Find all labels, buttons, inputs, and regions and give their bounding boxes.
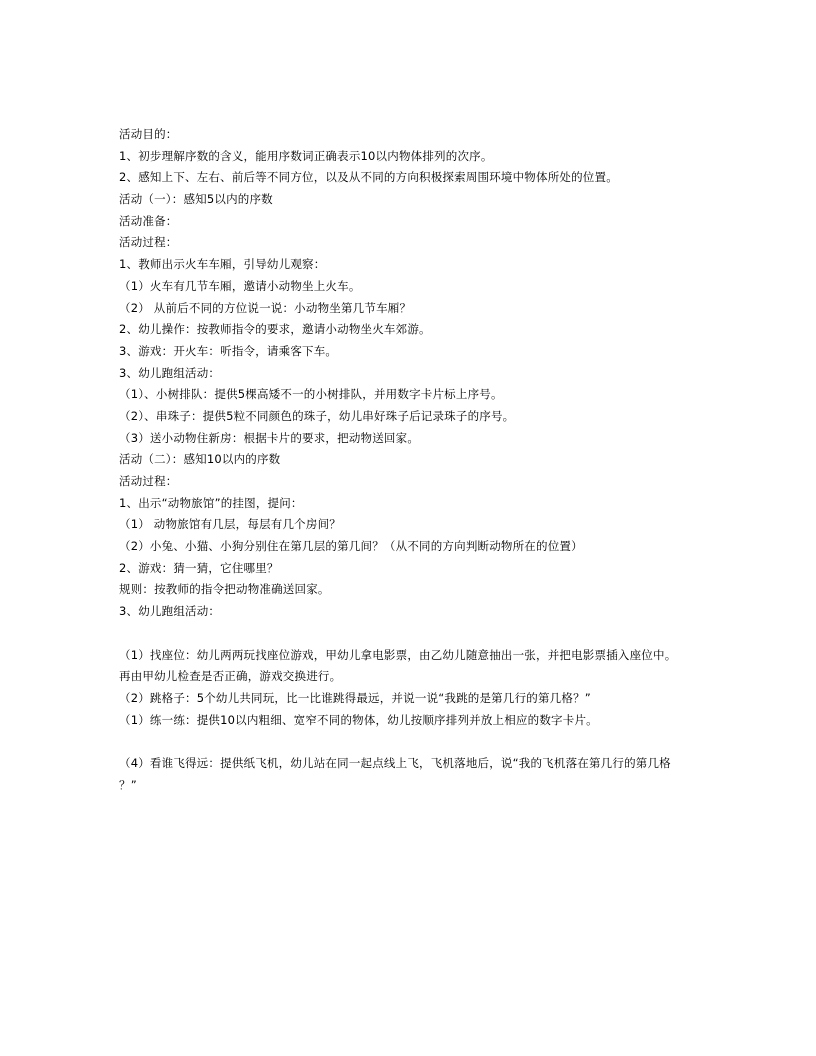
heading-activity-two: 活动（二）：感知10以内的序数	[119, 452, 281, 467]
document-body	[119, 124, 709, 796]
group-activity-heading: 3、幼儿跑组活动：	[119, 365, 221, 380]
group-activity-item-continued: 再由甲幼儿检查是否正确，游戏交换进行。	[119, 669, 342, 684]
process-substep: （1） 动物旅馆有几层，每层有几个房间？	[119, 517, 341, 532]
goal-item-2: 2、感知上下、左右、前后等不同方位，以及从不同的方向积极探索周围环境中物体所处的位置。	[119, 170, 618, 185]
heading-preparation: 活动准备：	[119, 213, 178, 228]
blank-line	[119, 731, 709, 753]
heading-process: 活动过程：	[119, 474, 178, 488]
goal-item-1: 1、初步理解序数的含义，能用序数词正确表示10以内物体排列的次序。	[119, 148, 493, 163]
heading-process: 活动过程：	[119, 235, 178, 250]
heading-activity-one: 活动（一）：感知5以内的序数	[119, 192, 273, 207]
group-activity-item: （4）看谁飞得远：提供纸飞机，幼儿站在同一起点线上飞，飞机落地后，说“我的飞机落在第几行的第几格	[119, 755, 671, 770]
process-step-2: 2、幼儿操作：按教师指令的要求，邀请小动物坐火车郊游。	[119, 322, 431, 337]
group-activity-item: （2）跳格子：5个幼儿共同玩，比一比谁跳得最远，并说一说“我跳的是第几行的第几格？”	[119, 690, 591, 705]
process-substep: （2） 从前后不同的方位说一说：小动物坐第几节车厢？	[119, 300, 412, 315]
group-activity-item: （2）、串珠子：提供5粒不同颜色的珠子，幼儿串好珠子后记录珠子的序号。	[119, 408, 515, 423]
group-activity-item: （1）、小树排队：提供5棵高矮不一的小树排队，并用数字卡片标上序号。	[119, 387, 503, 402]
process-step-1: 1、出示“动物旅馆”的挂图，提问：	[119, 495, 303, 510]
process-substep: （1）火车有几节车厢，邀请小动物坐上火车。	[119, 278, 361, 293]
process-substep: （2）小兔、小猫、小狗分别住在第几层的第几间？（从不同的方向判断动物所在的位置）	[119, 539, 583, 554]
group-activity-item: （3）送小动物住新房：根据卡片的要求，把动物送回家。	[119, 430, 420, 445]
process-step-3: 3、游戏：开火车：听指令，请乘客下车。	[119, 343, 338, 358]
process-step-2: 2、游戏：猜一猜，它住哪里？	[119, 560, 279, 575]
group-activity-item: （1）练一练：提供10以内粗细、宽窄不同的物体，幼儿按顺序排列并放上相应的数字卡片。	[119, 712, 598, 727]
heading-activity-goals: 活动目的：	[119, 127, 178, 141]
group-activity-heading: 3、幼儿跑组活动：	[119, 604, 221, 619]
rules-text: 规则：按教师的指令把动物准确送回家。	[119, 582, 330, 597]
group-activity-item: （1）找座位：幼儿两两玩找座位游戏，甲幼儿拿电影票，由乙幼儿随意抽出一张，并把电影票插入座位中。	[119, 647, 677, 662]
process-step-1: 1、教师出示火车车厢，引导幼儿观察：	[119, 257, 326, 272]
blank-line	[119, 623, 709, 645]
group-activity-item-continued: ？”	[119, 777, 137, 792]
